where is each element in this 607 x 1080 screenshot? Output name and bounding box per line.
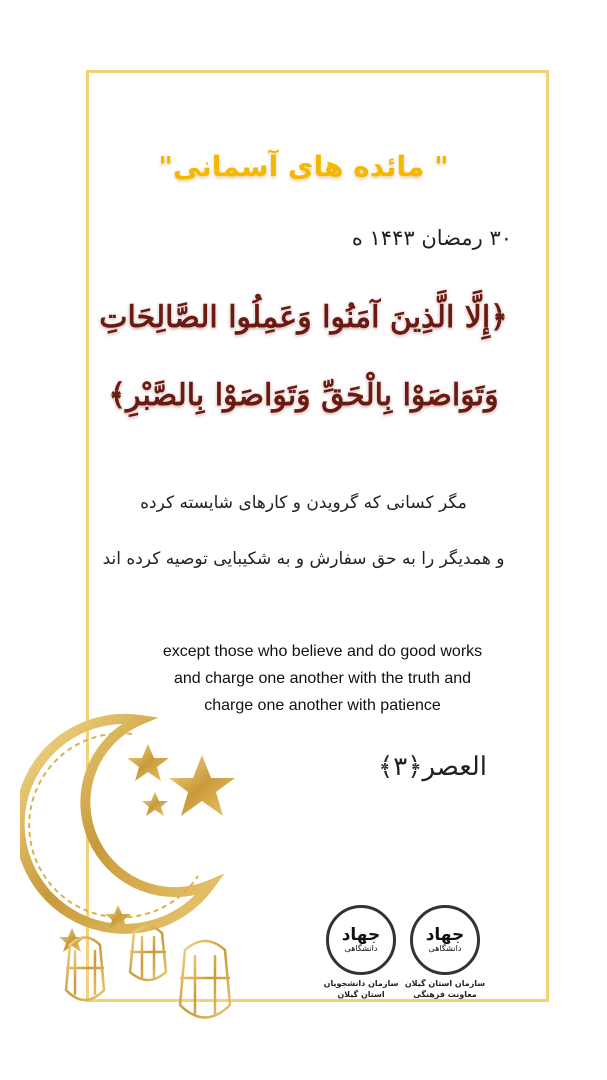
verse-line-1: ﴿إِلَّا الَّذِينَ آمَنُوا وَعَمِلُوا الصَّالِحَاتِ	[99, 300, 508, 335]
hijri-date: ۳۰ رمضان ۱۴۴۳ ه	[351, 226, 512, 250]
english-translation-line-1: except those who believe and do good works	[162, 643, 483, 660]
surah-reference: العصر﴿۳﴾	[378, 752, 488, 782]
logo-caption-students: سازمان دانشجویان استان گیلان	[323, 979, 399, 999]
persian-translation-line-1: مگر کسانی که گرویدن و کارهای شایسته کرده	[140, 493, 467, 513]
page-title: " مائده های آسمانی"	[158, 150, 449, 183]
crescent-moon-icon	[20, 719, 210, 929]
verse-line-2: وَتَوَاصَوْا بِالْحَقِّ وَتَوَاصَوْا بِالصَّبْرِ﴾	[108, 378, 499, 413]
english-translation-line-3: charge one another with patience	[204, 697, 441, 714]
logo-caption-cultural: سازمان استان گیلان معاونت فرهنگی	[404, 979, 486, 999]
jahad-logo-cultural: جهاد دانشگاهی	[410, 905, 480, 975]
english-translation-line-2: and charge one another with the truth and	[173, 670, 472, 687]
persian-translation-line-2: و همدیگر را به حق سفارش و به شکیبایی توصیه کرده اند	[102, 549, 505, 569]
ramadan-decoration	[20, 700, 250, 1040]
lantern-icon	[66, 870, 230, 1018]
jahad-logo-students: جهاد دانشگاهی	[326, 905, 396, 975]
